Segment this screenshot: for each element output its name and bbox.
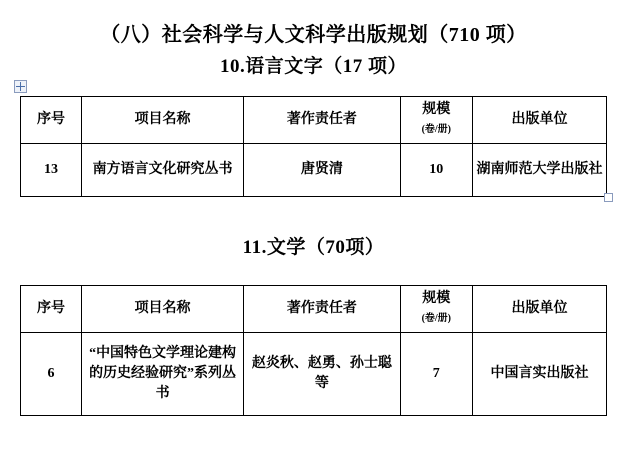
subsection-title-language: 10.语言文字（17 项） [219,56,407,77]
subsection-title-literature: 11.文学（70项） [242,237,385,258]
table-row [21,333,607,416]
cell-publisher: 中国言实出版社 [472,333,606,416]
cell-seq: 13 [21,144,82,197]
column-header-scale-main: 规模 [422,291,451,306]
column-header-author: 著作责任者 [244,97,401,144]
cell-author: 赵炎秋、赵勇、孙士聪 等 [244,333,401,416]
column-header-publisher: 出版单位 [472,286,606,333]
table-header-row [21,286,607,333]
table-container-language [0,96,627,197]
column-header-scale-main: 规模 [422,102,451,117]
table-literature [20,285,607,416]
table-language [20,96,607,197]
column-header-publisher: 出版单位 [472,97,606,144]
column-header-project-name: 项目名称 [81,97,243,144]
section-spacer [0,197,627,233]
column-header-seq: 序号 [21,286,82,333]
cell-publisher: 湖南师范大学出版社 [472,144,606,197]
cell-scale: 10 [400,144,472,197]
table-move-handle-icon[interactable] [14,80,27,93]
cell-project-name: “中国特色文学理论建构的历史经验研究”系列丛书 [81,333,243,416]
column-header-scale [400,286,472,333]
column-header-scale-sub: (卷/册) [421,313,452,324]
column-header-seq: 序号 [21,97,82,144]
cell-project-name: 南方语言文化研究丛书 [81,144,243,197]
cell-scale: 7 [400,333,472,416]
table-row [21,144,607,197]
column-header-project-name: 项目名称 [81,286,243,333]
cell-author: 唐贤清 [244,144,401,197]
column-header-author: 著作责任者 [244,286,401,333]
document-page [0,20,627,476]
table-container-literature [0,285,627,416]
table-header-row [21,97,607,144]
column-header-scale-sub: (卷/册) [421,124,452,135]
page-title: （八）社会科学与人文科学出版规划（710 项） [100,24,527,46]
column-header-scale [400,97,472,144]
cell-seq: 6 [21,333,82,416]
table-resize-handle-icon[interactable] [604,193,613,202]
